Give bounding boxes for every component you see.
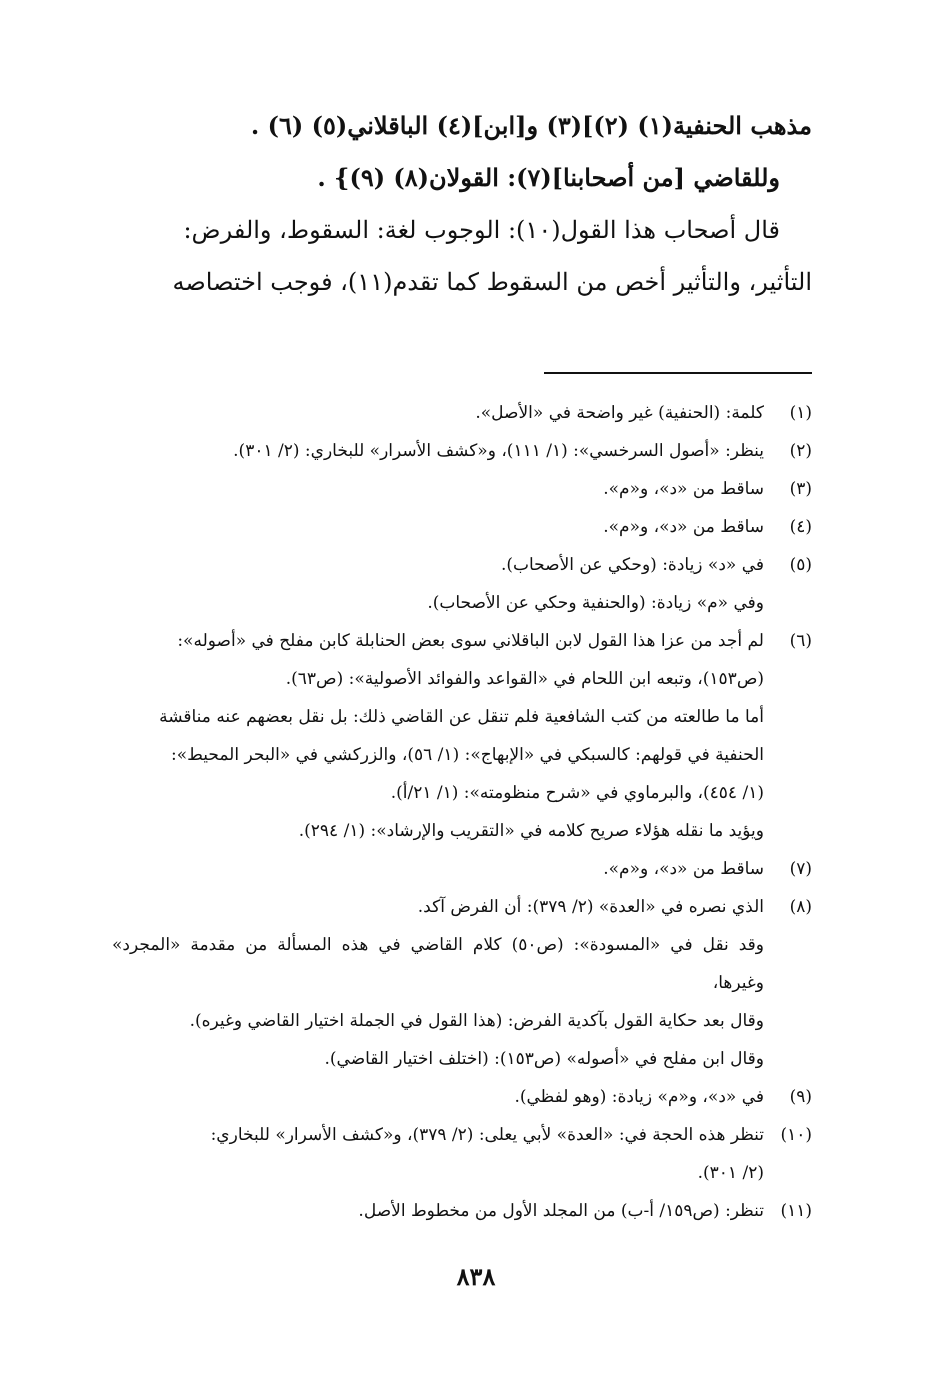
footnote-6 <box>112 622 812 850</box>
footnote-line: ينظر: «أصول السرخسي»: (١/ ١١١)، و«كشف الأسرار» للبخاري: (٢/ ٣٠١). <box>233 441 764 461</box>
footnote-line: (ص١٥٣)، وتبعه ابن اللحام في «القواعد والفوائد الأصولية»: (ص٦٣). <box>285 669 764 689</box>
footnote-10 <box>112 1116 812 1192</box>
footnote-number: (٩) <box>789 1087 812 1107</box>
footnotes <box>112 394 812 1230</box>
footnote-line: الحنفية في قولهم: كالسبكي في «الإبهاج»: (١/ ٥٦)، والزركشي في «البحر المحيط»: <box>170 745 764 765</box>
footnote-line: ويؤيد ما نقله هؤلاء صريح كلامه في «التقريب والإرشاد»: (١/ ٢٩٤). <box>298 821 764 841</box>
footnote-number: (١) <box>789 403 812 423</box>
footnote-line: ساقط من «د»، و«م». <box>603 479 764 499</box>
footnote-line: وقال بعد حكاية القول بآكدية الفرض: (هذا القول في الجملة اختيار القاضي وغيره). <box>189 1011 764 1031</box>
main-line: وللقاضي [من أصحابنا](٧): القولان(٨) (٩)} . <box>317 163 780 192</box>
footnote-1 <box>112 394 812 432</box>
footnote-4 <box>112 508 812 546</box>
footnote-number: (٦) <box>789 631 812 651</box>
footnote-separator <box>544 372 812 374</box>
footnote-number: (٧) <box>789 859 812 879</box>
footnote-line: لم أجد من عزا هذا القول لابن الباقلاني سوى بعض الحنابلة كابن مفلح في «أصوله»: <box>177 631 764 651</box>
footnote-line: الذي نصره في «العدة» (٢/ ٣٧٩): أن الفرض آكد. <box>417 897 764 917</box>
main-line: مذهب الحنفية(١) (٢)](٣) و[ابن](٤) الباقلاني(٥) (٦) . <box>250 111 812 140</box>
footnote-line: تنظر هذه الحجة في: «العدة» لأبي يعلى: (٢/ ٣٧٩)، و«كشف الأسرار» للبخاري: <box>210 1125 764 1145</box>
footnote-9 <box>112 1078 812 1116</box>
footnote-number: (١٠) <box>780 1125 812 1145</box>
footnote-2 <box>112 432 812 470</box>
footnote-line: وفي «م» زيادة: (والحنفية وحكي عن الأصحاب). <box>427 593 764 613</box>
footnote-line: ساقط من «د»، و«م». <box>603 859 764 879</box>
main-line: التأثير، والتأثير أخص من السقوط كما تقدم(١١)، فوجب اختصاصه <box>172 268 812 296</box>
footnote-line: تنظر: (ص١٥٩/ أ-ب) من المجلد الأول من مخطوط الأصل. <box>358 1201 764 1221</box>
footnote-line: في «د»، و«م» زيادة: (وهو لفظي). <box>514 1087 764 1107</box>
footnote-line: كلمة: (الحنفية) غير واضحة في «الأصل». <box>475 403 764 423</box>
footnote-number: (٥) <box>789 555 812 575</box>
footnote-3 <box>112 470 812 508</box>
footnote-number: (١١) <box>780 1201 812 1221</box>
footnote-line: في «د» زيادة: (وحكي عن الأصحاب). <box>500 555 764 575</box>
main-line: قال أصحاب هذا القول(١٠): الوجوب لغة: السقوط، والفرض: <box>183 216 780 244</box>
footnote-number: (٨) <box>789 897 812 917</box>
footnote-number: (٣) <box>789 479 812 499</box>
footnote-line: (٢/ ٣٠١). <box>697 1163 764 1183</box>
footnote-7 <box>112 850 812 888</box>
page-number: ٨٣٨ <box>456 1262 496 1291</box>
footnote-line: أما ما طالعته من كتب الشافعية فلم تنقل عن القاضي ذلك: بل نقل بعضهم عنه مناقشة <box>159 707 764 727</box>
footnote-8 <box>112 888 812 1078</box>
footnote-number: (٢) <box>789 441 812 461</box>
footnote-line: (١/ ٤٥٤)، والبرماوي في «شرح منظومته»: (١/ ٢١/أ). <box>390 783 764 803</box>
main-text <box>140 100 812 308</box>
footnote-5 <box>112 546 812 622</box>
footnote-line: وقال ابن مفلح في «أصوله» (ص١٥٣): (اختلف اختيار القاضي). <box>324 1049 764 1069</box>
footnote-number: (٤) <box>789 517 812 537</box>
footnote-line: وقد نقل في «المسودة»: (ص٥٠) كلام القاضي في هذه المسألة من مقدمة «المجرد» وغيرها، <box>112 935 764 993</box>
footnote-11 <box>112 1192 812 1230</box>
footnote-line: ساقط من «د»، و«م». <box>603 517 764 537</box>
